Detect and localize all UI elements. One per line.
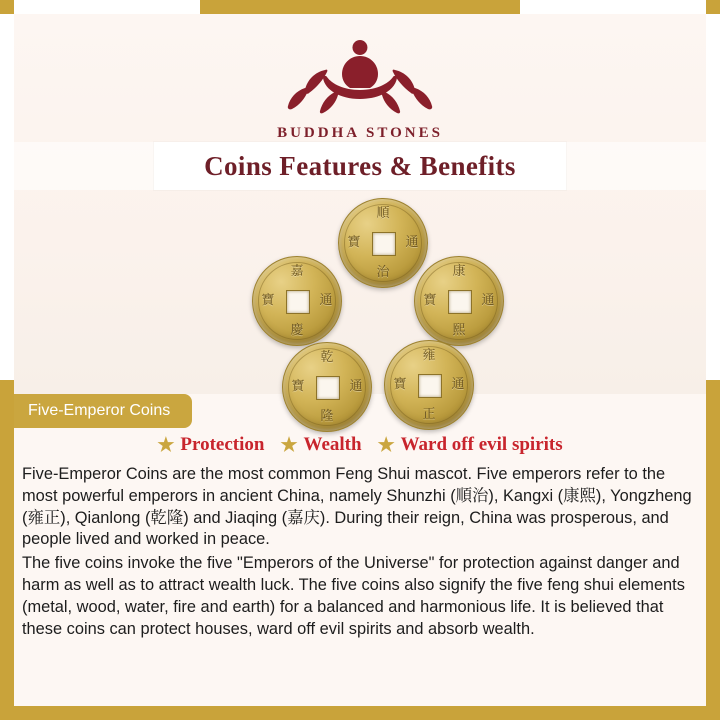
star-icon: ★ (280, 434, 298, 456)
frame-notch-top-right (520, 0, 706, 14)
coin-glyph-left: 寶 (393, 377, 407, 392)
coin-glyph-bottom: 正 (422, 407, 436, 422)
frame-notch-top-left (14, 0, 200, 14)
coin-glyph-right: 通 (451, 377, 465, 392)
jiaqing-coin (252, 256, 342, 346)
coin-glyph-top: 嘉 (290, 264, 304, 279)
content-area (14, 14, 706, 706)
coin-glyph-left: 寶 (423, 293, 437, 308)
coin-square-hole (286, 290, 310, 314)
coin-glyph-left: 寶 (261, 293, 275, 308)
coin-glyph-bottom: 熙 (452, 323, 466, 338)
star-icon: ★ (157, 434, 175, 456)
title-band-left-fill (14, 142, 154, 190)
frame-border-bottom (0, 706, 720, 720)
benefits-row (14, 434, 706, 456)
frame-notch-left (0, 14, 14, 380)
coin-glyph-right: 通 (481, 293, 495, 308)
lotus-meditation-icon (285, 30, 435, 116)
shunzhi-coin (338, 198, 428, 288)
coin-glyph-top: 乾 (320, 350, 334, 365)
coin-square-hole (316, 376, 340, 400)
benefit-wealth (280, 434, 361, 456)
coin-glyph-bottom: 治 (376, 265, 390, 280)
coin-glyph-bottom: 慶 (290, 323, 304, 338)
title-band-right-fill (566, 142, 706, 190)
qianlong-coin (282, 342, 372, 432)
description-paragraph-1: Five-Emperor Coins are the most common Feng Shui mascot. Five emperors refer to the most powerful emperors in ancient China, namely Shunzhi (順治), Kangxi (康熙), Yongzheng (雍正), Qianlong (乾隆) and Jiaqing (嘉庆). During their reign, China was prosperous, and people lived and worked in peace. (22, 465, 692, 549)
star-icon: ★ (377, 434, 395, 456)
coin-glyph-right: 通 (319, 293, 333, 308)
coin-glyph-top: 順 (376, 206, 390, 221)
benefit-label: Wealth (303, 434, 362, 455)
coin-glyph-left: 寶 (347, 235, 361, 250)
benefit-ward-off-evil-spirits (378, 434, 563, 456)
description-paragraph-2: The five coins invoke the five "Emperors of the Universe" for protection against danger and harm as well as to attract wealth luck. The five coins also signify the five feng shui elements (metal, wood, water, fire and earth) for a balanced and harmonious life. It is believed that these coins can protect houses, ward off evil spirits and absorb wealth. (22, 554, 685, 638)
coin-glyph-right: 通 (349, 379, 363, 394)
coin-square-hole (448, 290, 472, 314)
page-title-text: Coins Features & Benefits (204, 150, 516, 181)
benefit-label: Ward off evil spirits (400, 434, 563, 455)
description-text (22, 464, 696, 641)
page-title (154, 142, 566, 190)
benefit-protection (157, 434, 264, 456)
coin-glyph-top: 康 (452, 264, 466, 279)
coin-glyph-bottom: 隆 (320, 409, 334, 424)
coin-square-hole (418, 374, 442, 398)
coin-glyph-top: 雍 (422, 348, 436, 363)
coin-glyph-right: 通 (405, 235, 419, 250)
frame-notch-right (706, 14, 720, 380)
benefit-label: Protection (180, 434, 265, 455)
kangxi-coin (414, 256, 504, 346)
coin-glyph-left: 寶 (291, 379, 305, 394)
yongzheng-coin (384, 340, 474, 430)
brand-logo (14, 30, 706, 142)
coin-square-hole (372, 232, 396, 256)
brand-name: BUDDHA STONES (277, 125, 443, 141)
product-label-tag: Five-Emperor Coins (14, 394, 192, 428)
